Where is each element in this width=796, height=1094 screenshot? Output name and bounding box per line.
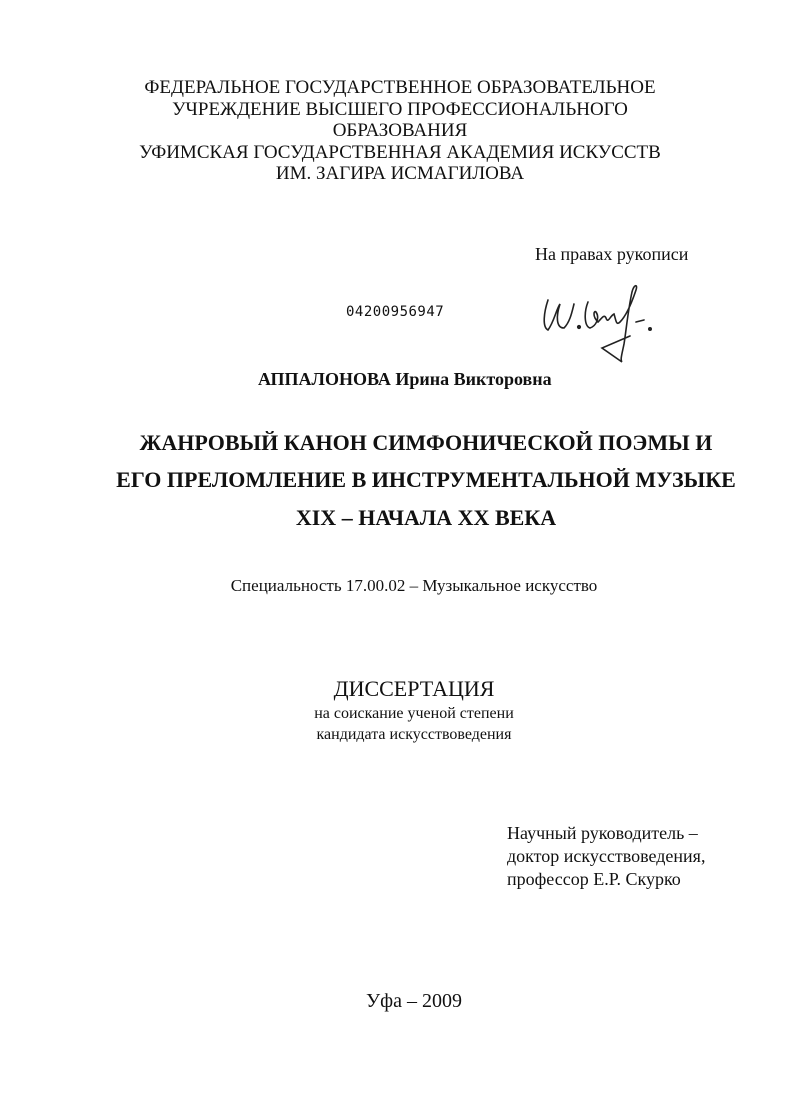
institution-header <box>0 77 796 185</box>
dissertation-title-line: ЖАНРОВЫЙ КАНОН СИМФОНИЧЕСКОЙ ПОЭМЫ И <box>139 430 713 455</box>
degree-line: кандидата искусствоведения <box>316 726 512 743</box>
author-given-names: Ирина Викторовна <box>395 369 552 389</box>
supervisor-line: Научный руководитель – <box>507 823 698 843</box>
author-name <box>258 369 552 390</box>
dissertation-title-line: XIX – НАЧАЛА XX ВЕКА <box>295 505 557 530</box>
header-line: ИМ. ЗАГИРА ИСМАГИЛОВА <box>275 163 525 184</box>
degree-line: на соискание ученой степени <box>314 705 514 722</box>
city-year: Уфа – 2009 <box>366 990 462 1012</box>
signature <box>540 282 680 367</box>
dissertation-title-line: ЕГО ПРЕЛОМЛЕНИЕ В ИНСТРУМЕНТАЛЬНОЙ МУЗЫКЕ <box>116 467 736 492</box>
header-line: ОБРАЗОВАНИЯ <box>332 120 468 141</box>
specialty: Специальность 17.00.02 – Музыкальное искусство <box>230 576 598 595</box>
manuscript-note: На правах рукописи <box>535 244 689 264</box>
author-surname: АППАЛОНОВА <box>258 369 391 389</box>
supervisor-line: доктор искусствоведения, <box>507 846 706 866</box>
supervisor-line: профессор Е.Р. Скурко <box>507 869 681 889</box>
header-line: УЧРЕЖДЕНИЕ ВЫСШЕГО ПРОФЕССИОНАЛЬНОГО <box>172 98 628 120</box>
dissertation-heading: ДИССЕРТАЦИЯ <box>333 676 495 701</box>
registration-number: 04200956947 <box>346 304 445 320</box>
header-line: УФИМСКАЯ ГОСУДАРСТВЕННАЯ АКАДЕМИЯ ИСКУССТВ <box>139 141 661 163</box>
header-line: ФЕДЕРАЛЬНОЕ ГОСУДАРСТВЕННОЕ ОБРАЗОВАТЕЛЬНОЕ <box>144 77 656 98</box>
